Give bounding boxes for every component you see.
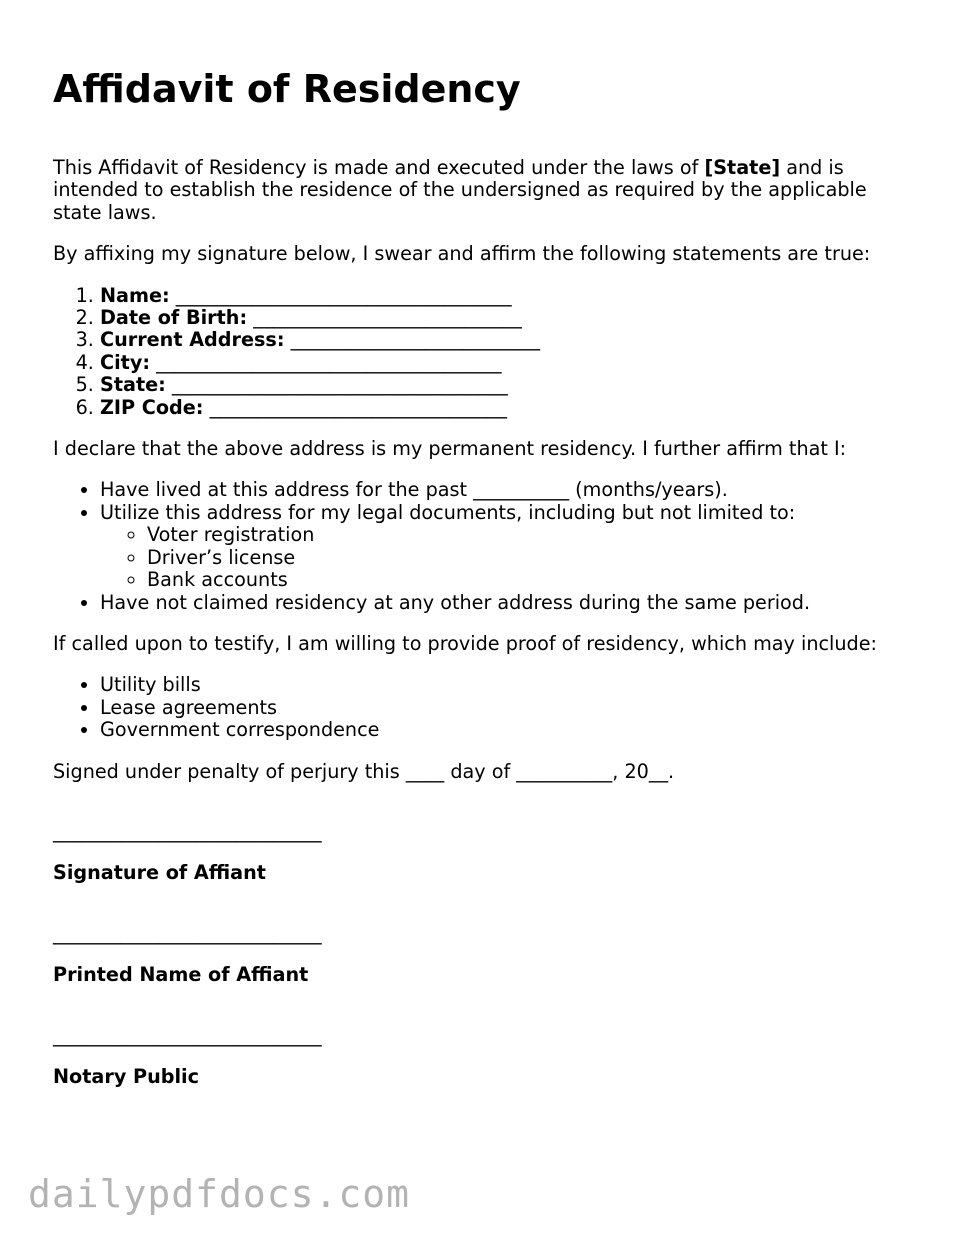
field-current-address <box>100 329 913 351</box>
field-address-label: Current Address: <box>100 328 285 352</box>
field-city <box>100 352 913 374</box>
printed-name-label: Printed Name of Affiant <box>53 963 309 987</box>
printed-name-line: ____________________________ <box>53 921 322 945</box>
affirmation-utilize <box>100 502 913 592</box>
document-item: ◦ Bank accounts <box>147 569 913 591</box>
signature-block-notary <box>53 1025 913 1089</box>
field-zip-blank: _______________________________ <box>203 395 507 419</box>
notary-label: Notary Public <box>53 1064 199 1088</box>
field-city-label: City: <box>100 350 151 374</box>
document-title: Affidavit of Residency <box>53 67 521 111</box>
swear-paragraph: By affixing my signature below, I swear and affirm the following statements are true: <box>53 242 871 266</box>
intro-text-after: and is intended to establish the residence of the undersigned as required by the applicable state laws. <box>53 156 867 224</box>
signature-line: ____________________________ <box>53 819 322 843</box>
field-name-blank: ___________________________________ <box>169 283 512 307</box>
field-city-blank: ____________________________________ <box>150 350 502 374</box>
field-name <box>100 285 913 307</box>
intro-text-before: This Affidavit of Residency is made and executed under the laws of <box>53 156 705 179</box>
proof-item: • Lease agreements <box>100 697 913 719</box>
document-item: ◦ Driver’s license <box>147 547 913 569</box>
affirmation-utilize-text: Utilize this address for my legal documents, including but not limited to: <box>100 500 796 524</box>
testify-paragraph: If called upon to testify, I am willing to provide proof of residency, which may include: <box>53 631 877 655</box>
notary-line: ____________________________ <box>53 1023 322 1047</box>
signed-paragraph: Signed under penalty of perjury this ____ day of __________, 20__. <box>53 759 675 783</box>
affirmation-not-claimed: • Have not claimed residency at any other address during the same period. <box>100 592 913 614</box>
field-state-label: State: <box>100 373 166 397</box>
field-state <box>100 374 913 396</box>
field-date-of-birth <box>100 307 913 329</box>
field-address-blank: __________________________ <box>284 328 541 352</box>
field-zip-label: ZIP Code: <box>100 395 204 419</box>
personal-info-list <box>53 285 913 419</box>
intro-paragraph <box>53 157 913 224</box>
signature-block-printed-name <box>53 923 913 987</box>
document-item: ◦ Voter registration <box>147 524 913 546</box>
field-dob-label: Date of Birth: <box>100 306 248 330</box>
signature-label: Signature of Affiant <box>53 861 266 885</box>
documents-sublist <box>100 524 913 591</box>
proof-item: • Utility bills <box>100 674 913 696</box>
watermark: dailypdfdocs.com <box>28 1172 411 1216</box>
field-state-blank: ___________________________________ <box>165 373 508 397</box>
field-dob-blank: ____________________________ <box>247 306 522 330</box>
signature-block-affiant <box>53 821 913 885</box>
field-name-label: Name: <box>100 283 170 307</box>
proofs-list <box>53 674 913 741</box>
affirmation-lived: • Have lived at this address for the past __________ (months/years). <box>100 479 913 501</box>
declare-paragraph: I declare that the above address is my permanent residency. I further affirm that I: <box>53 437 847 461</box>
field-zip-code <box>100 397 913 419</box>
proof-item: • Government correspondence <box>100 719 913 741</box>
affirmations-list <box>53 479 913 613</box>
state-placeholder: [State] <box>704 156 781 179</box>
document-page <box>53 66 913 1126</box>
